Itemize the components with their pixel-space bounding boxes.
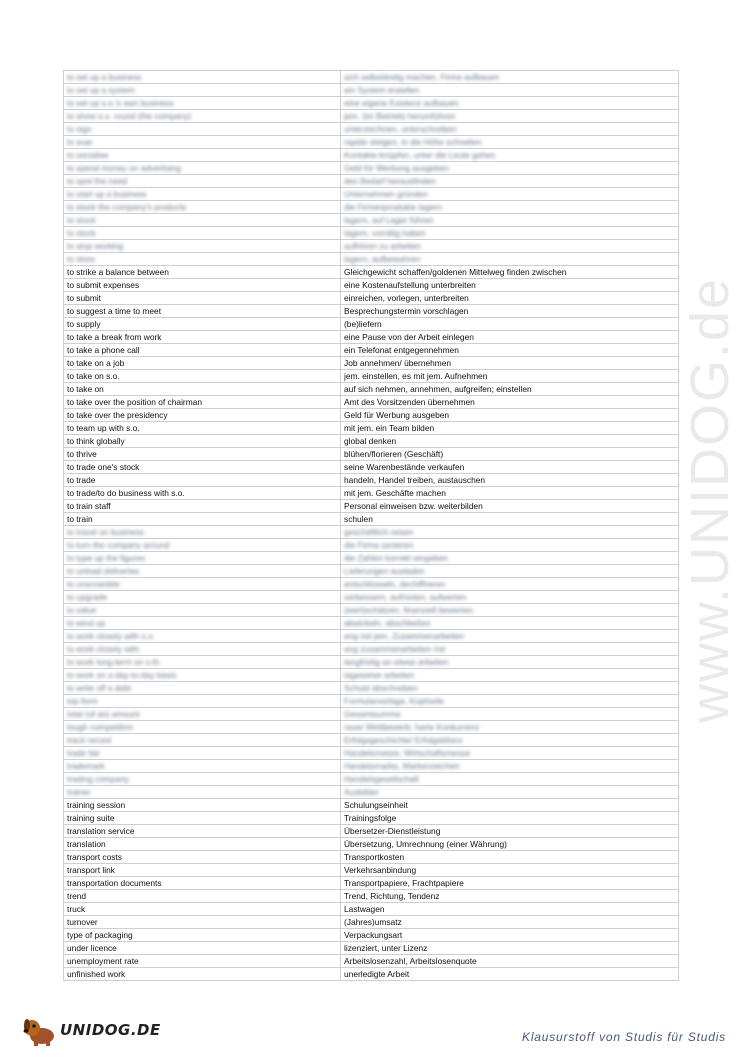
english-term: translation [64,838,341,851]
german-translation: lagern, aufbewahren [341,253,679,266]
german-translation: auf sich nehmen, annehmen, aufgreifen; einstellen [341,383,679,396]
german-translation: Amt des Vorsitzenden übernehmen [341,396,679,409]
english-term: to store [64,253,341,266]
german-translation: Schuld abschreiben [341,682,679,695]
german-translation: unterzeichnen, unterschreiben [341,123,679,136]
english-term: to write off a debt [64,682,341,695]
vocab-row [64,578,679,591]
english-term: trainer [64,786,341,799]
vocab-row [64,71,679,84]
german-translation: den Bedarf herausfinden [341,175,679,188]
english-term: to socialise [64,149,341,162]
english-term: top form [64,695,341,708]
english-term: to stop working [64,240,341,253]
german-translation: seine Warenbestände verkaufen [341,461,679,474]
german-translation: (wert)schätzen, finanziell bewerten [341,604,679,617]
vocab-row [64,604,679,617]
german-translation: geschäftlich reisen [341,526,679,539]
german-translation: Gleichgewicht schaffen/goldenen Mittelweg finden zwischen [341,266,679,279]
vocab-row [64,383,679,396]
english-term: to unscramble [64,578,341,591]
german-translation: Personal einweisen bzw. weiterbilden [341,500,679,513]
german-translation: Geld für Werbung ausgeben [341,409,679,422]
german-translation: ein Telefonat entgegennehmen [341,344,679,357]
vocab-row [64,825,679,838]
vocab-row [64,188,679,201]
english-term: to set up a system [64,84,341,97]
vocab-row [64,773,679,786]
vocab-row [64,123,679,136]
vocab-row [64,552,679,565]
vocab-row [64,409,679,422]
vocab-row [64,266,679,279]
english-term: truck [64,903,341,916]
vocab-row [64,370,679,383]
german-translation: mit jem. Geschäfte machen [341,487,679,500]
english-term: transport costs [64,851,341,864]
german-translation: die Zahlen korrekt eingeben [341,552,679,565]
vocab-row [64,864,679,877]
vocab-row [64,565,679,578]
vocab-row [64,786,679,799]
english-term: translation service [64,825,341,838]
german-translation: blühen/florieren (Geschäft) [341,448,679,461]
english-term: to turn the company around [64,539,341,552]
english-term: to travel on business [64,526,341,539]
german-translation: eine Kostenaufstellung unterbreiten [341,279,679,292]
german-translation: Ausbilder [341,786,679,799]
english-term: to trade one's stock [64,461,341,474]
english-term: to think globally [64,435,341,448]
english-term: total (of an) amount [64,708,341,721]
english-term: to set up a business [64,71,341,84]
english-term: to train staff [64,500,341,513]
german-translation: ein System erstellen [341,84,679,97]
german-translation: Handelsmesse, Wirtschaftsmesse [341,747,679,760]
german-translation: jem. (im Betrieb) herumführen [341,110,679,123]
german-translation: lagern, auf Lager führen [341,214,679,227]
vocab-row [64,656,679,669]
vocab-row [64,110,679,123]
english-term: to supply [64,318,341,331]
english-term: to take over the presidency [64,409,341,422]
german-translation: Trend, Richtung, Tendenz [341,890,679,903]
german-translation: Arbeitslosenzahl, Arbeitslosenquote [341,955,679,968]
vocab-row [64,201,679,214]
english-term: to set up s.o.'s own business [64,97,341,110]
vocab-row [64,630,679,643]
vocab-row [64,734,679,747]
english-term: to train [64,513,341,526]
vocab-row [64,292,679,305]
german-translation: Geld für Werbung ausgeben [341,162,679,175]
vocab-row [64,396,679,409]
vocab-row [64,799,679,812]
german-translation: verbessern, aufrüsten, aufwerten [341,591,679,604]
vocab-row [64,435,679,448]
vocab-row [64,682,679,695]
vocab-row [64,318,679,331]
vocab-row [64,84,679,97]
german-translation: Erfolgsgeschichte/ Erfolgsbilanz [341,734,679,747]
german-translation: Besprechungstermin vorschlagen [341,305,679,318]
german-translation: rapide steigen, in die Höhe schnellen [341,136,679,149]
vocab-row [64,851,679,864]
german-translation: eine Pause von der Arbeit einlegen [341,331,679,344]
german-translation: global denken [341,435,679,448]
german-translation: entschlüsseln, dechiffrieren [341,578,679,591]
english-term: to trade [64,474,341,487]
german-translation: Job annehmen/ übernehmen [341,357,679,370]
unidog-logo [22,1016,172,1046]
german-translation: Handelsmarke, Markenzeichen [341,760,679,773]
vocab-row [64,760,679,773]
vocab-row [64,708,679,721]
german-translation: Kontakte knüpfen, unter die Leute gehen [341,149,679,162]
logo-text: UNIDOG.DE [60,1021,161,1039]
vocab-row [64,149,679,162]
english-term: trademark [64,760,341,773]
english-term: to suggest a time to meet [64,305,341,318]
vocabulary-table-body [64,71,679,981]
vocab-row [64,812,679,825]
german-translation: mit jem. ein Team bilden [341,422,679,435]
english-term: to spot the need [64,175,341,188]
german-translation: (Jahres)umsatz [341,916,679,929]
english-term: trade fair [64,747,341,760]
vocab-row [64,942,679,955]
vocab-row [64,877,679,890]
german-translation: Unternehmen gründen [341,188,679,201]
english-term: to take on a job [64,357,341,370]
english-term: to work long-term on s.th. [64,656,341,669]
english-term: to work closely with s.o. [64,630,341,643]
vocab-row [64,214,679,227]
vocab-row [64,695,679,708]
vocab-row [64,721,679,734]
german-translation: schulen [341,513,679,526]
english-term: to stock the company's products [64,201,341,214]
watermark: www.UNIDOG.de [680,276,740,724]
vocab-row [64,669,679,682]
english-term: unfinished work [64,968,341,981]
english-term: to take on [64,383,341,396]
german-translation: Formularvorlage, Kopfzeile [341,695,679,708]
german-translation: abwickeln, abschließen [341,617,679,630]
english-term: to thrive [64,448,341,461]
german-translation: Schulungseinheit [341,799,679,812]
english-term: transportation documents [64,877,341,890]
vocab-row [64,591,679,604]
german-translation: Verkehrsanbindung [341,864,679,877]
german-translation: eng zusammenarbeiten mit [341,643,679,656]
english-term: to start up a business [64,188,341,201]
german-translation: Transportpapiere, Frachtpapiere [341,877,679,890]
english-term: to take a break from work [64,331,341,344]
german-translation: unerledigte Arbeit [341,968,679,981]
vocab-row [64,474,679,487]
vocab-row [64,929,679,942]
vocab-row [64,838,679,851]
footer-slogan: Klausurstoff von Studis für Studis [522,1030,726,1044]
english-term: to upgrade [64,591,341,604]
vocab-row [64,643,679,656]
english-term: turnover [64,916,341,929]
english-term: to stock [64,214,341,227]
english-term: to take on s.o. [64,370,341,383]
english-term: tough competition [64,721,341,734]
vocab-row [64,903,679,916]
german-translation: Lastwagen [341,903,679,916]
german-translation: Transportkosten [341,851,679,864]
german-translation: die Firmenprodukte lagern [341,201,679,214]
vocab-row [64,617,679,630]
english-term: unemployment rate [64,955,341,968]
vocab-row [64,344,679,357]
english-term: training suite [64,812,341,825]
english-term: training session [64,799,341,812]
english-term: to work on a day-to-day basis [64,669,341,682]
vocab-row [64,240,679,253]
english-term: to strike a balance between [64,266,341,279]
german-translation: langfristig an etwas arbeiten [341,656,679,669]
english-term: to soar [64,136,341,149]
vocab-row [64,227,679,240]
german-translation: jem. einstellen, es mit jem. Aufnehmen [341,370,679,383]
english-term: to spend money on advertising [64,162,341,175]
english-term: to stock [64,227,341,240]
english-term: to take a phone call [64,344,341,357]
vocab-row [64,97,679,110]
german-translation: Übersetzer-Dienstleistung [341,825,679,838]
english-term: trading company [64,773,341,786]
vocab-row [64,968,679,981]
vocab-row [64,253,679,266]
english-term: under licence [64,942,341,955]
english-term: to type up the figures [64,552,341,565]
german-translation: Gesamtsumme [341,708,679,721]
english-term: to submit [64,292,341,305]
english-term: to take over the position of chairman [64,396,341,409]
german-translation: sich selbständig machen, Firma aufbauen [341,71,679,84]
german-translation: Lieferungen ausladen [341,565,679,578]
german-translation: Trainingsfolge [341,812,679,825]
german-translation: einreichen, vorlegen, unterbreiten [341,292,679,305]
german-translation: lizenziert, unter Lizenz [341,942,679,955]
german-translation: Übersetzung, Umrechnung (einer Währung) [341,838,679,851]
english-term: to value [64,604,341,617]
english-term: trend [64,890,341,903]
vocabulary-table [63,70,679,981]
vocab-row [64,526,679,539]
vocab-row [64,162,679,175]
german-translation: eine eigene Existenz aufbauen [341,97,679,110]
german-translation: die Firma sanieren [341,539,679,552]
german-translation: (be)liefern [341,318,679,331]
vocab-row [64,539,679,552]
vocab-row [64,175,679,188]
german-translation: handeln, Handel treiben, austauschen [341,474,679,487]
german-translation: aufhören zu arbeiten [341,240,679,253]
german-translation: eng mit jem. Zusammenarbeiten [341,630,679,643]
vocab-row [64,461,679,474]
german-translation: rauer Wettbewerb, harte Konkurrenz [341,721,679,734]
english-term: track record [64,734,341,747]
german-translation: Verpackungsart [341,929,679,942]
vocab-row [64,357,679,370]
vocab-row [64,955,679,968]
german-translation: Handelsgesellschaft [341,773,679,786]
vocab-row [64,916,679,929]
german-translation: lagern, vorrätig haben [341,227,679,240]
english-term: to unload deliveries [64,565,341,578]
english-term: to work closely with [64,643,341,656]
english-term: to wind up [64,617,341,630]
english-term: to team up with s.o. [64,422,341,435]
english-term: to trade/to do business with s.o. [64,487,341,500]
vocab-row [64,890,679,903]
vocab-row [64,279,679,292]
english-term: to show s.o. round (the company) [64,110,341,123]
english-term: to sign [64,123,341,136]
vocab-row [64,500,679,513]
vocab-row [64,513,679,526]
english-term: type of packaging [64,929,341,942]
english-term: to submit expenses [64,279,341,292]
vocab-row [64,422,679,435]
vocab-row [64,331,679,344]
vocab-row [64,448,679,461]
dog-mascot-icon [22,1016,58,1046]
vocab-row [64,487,679,500]
english-term: transport link [64,864,341,877]
german-translation: tageweise arbeiten [341,669,679,682]
vocab-row [64,136,679,149]
vocab-row [64,747,679,760]
vocab-row [64,305,679,318]
